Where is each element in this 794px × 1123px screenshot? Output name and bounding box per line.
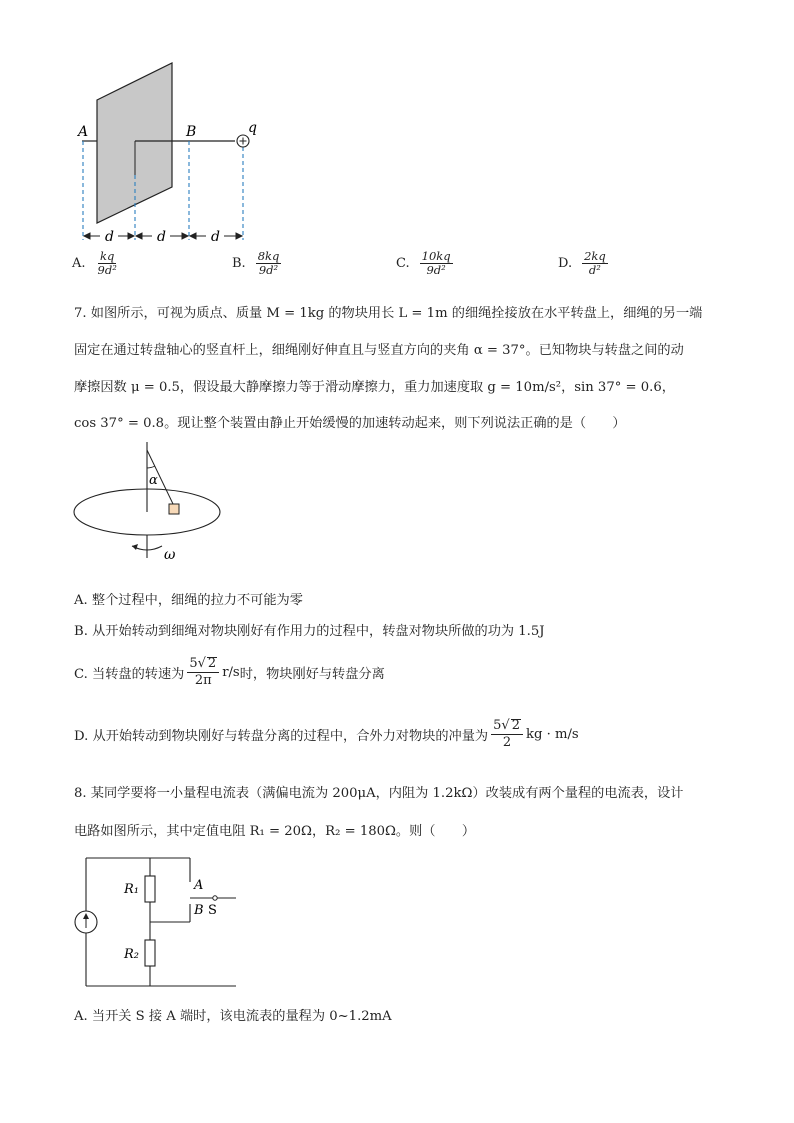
label-d-3: d: [211, 229, 220, 245]
fraction: $\frac{5√ 2}{2\pi}$: [187, 656, 219, 689]
q7-option-b: B. 从开始转动到细绳对物块刚好有作用力的过程中，转盘对物块所做的功为 1.5J: [74, 624, 545, 639]
q7-figure: [70, 440, 230, 570]
block: [169, 504, 179, 514]
label-B-terminal: B: [194, 903, 204, 918]
q7-option-d: D. 从开始转动到物块刚好与转盘分离的过程中，合外力对物块的冲量为 $\frac{5√ 2}{2}$ kg · m/s: [74, 718, 579, 750]
label-R1: R₁: [124, 882, 139, 897]
label-B: B: [186, 124, 197, 140]
fraction: $\frac{10kq}{\text{9d²}}$: [421, 249, 451, 277]
q8-stem-line-1: 8. 某同学要将一小量程电流表（满偏电流为 200μA，内阻为 1.2kΩ）改装成有两个量程的电流表，设计: [74, 786, 684, 801]
q8-stem-line-2: 电路如图所示，其中定值电阻 R₁ = 20Ω，R₂ = 180Ω。则（ ）: [74, 824, 476, 839]
resistor-r1: [145, 876, 155, 902]
label-alpha: α: [149, 473, 158, 488]
label-R2: R₂: [124, 947, 139, 962]
label-d-1: d: [105, 229, 114, 245]
label-omega: ω: [164, 547, 176, 563]
fraction: $\frac{kq}{\text{9d²}}$: [97, 249, 117, 277]
label-q: q: [248, 120, 257, 136]
fraction: $\frac{2kq}{\text{d²}}$: [584, 249, 606, 277]
q7-stem-line-4: cos 37° = 0.8。现让整个装置由静止开始缓慢的加速转动起来，则下列说法正确的是（ ）: [74, 416, 626, 431]
q7-stem-line-1: 7. 如图所示，可视为质点、质量 M = 1kg 的物块用长 L = 1m 的细绳拴接放在水平转盘上，细绳的另一端: [74, 306, 703, 321]
q7-option-a: A. 整个过程中，细绳的拉力不可能为零: [74, 593, 303, 608]
q6-option-d: D. $\frac{2kq}{\text{d²}}$: [558, 249, 606, 277]
q6-option-a: A. $\frac{kq}{\text{9d²}}$: [72, 249, 117, 277]
label-d-2: d: [157, 229, 166, 245]
label-S: S: [208, 903, 217, 918]
q7-stem-line-2: 固定在通过转盘轴心的竖直杆上，细绳刚好伸直且与竖直方向的夹角 α = 37°。已知物块与转盘之间的动: [74, 343, 684, 358]
q8-option-a: A. 当开关 S 接 A 端时，该电流表的量程为 0~1.2mA: [74, 1009, 392, 1024]
resistor-r2: [145, 940, 155, 966]
angle-arc: [147, 466, 155, 468]
q6-option-b: B. $\frac{8kq}{\text{9d²}}$: [232, 249, 280, 277]
q7-stem-line-3: 摩擦因数 μ = 0.5，假设最大静摩擦力等于滑动摩擦力，重力加速度取 g = 10m/s²，sin 37° = 0.6，: [74, 380, 675, 395]
fraction: $\frac{5√ 2}{2}$: [491, 718, 523, 751]
label-A-terminal: A: [194, 878, 204, 893]
q6-figure: [70, 55, 270, 250]
label-A: A: [78, 124, 89, 140]
switch-pivot: [213, 896, 217, 900]
q6-option-c: C. $\frac{10kq}{\text{9d²}}$: [396, 249, 451, 277]
q8-circuit: [72, 852, 252, 997]
q7-option-c: C. 当转盘的转速为 $\frac{5√ 2}{2\pi}$ r/s 时，物块刚好与转盘分离: [74, 656, 385, 688]
fraction: $\frac{8kq}{\text{9d²}}$: [257, 249, 280, 277]
